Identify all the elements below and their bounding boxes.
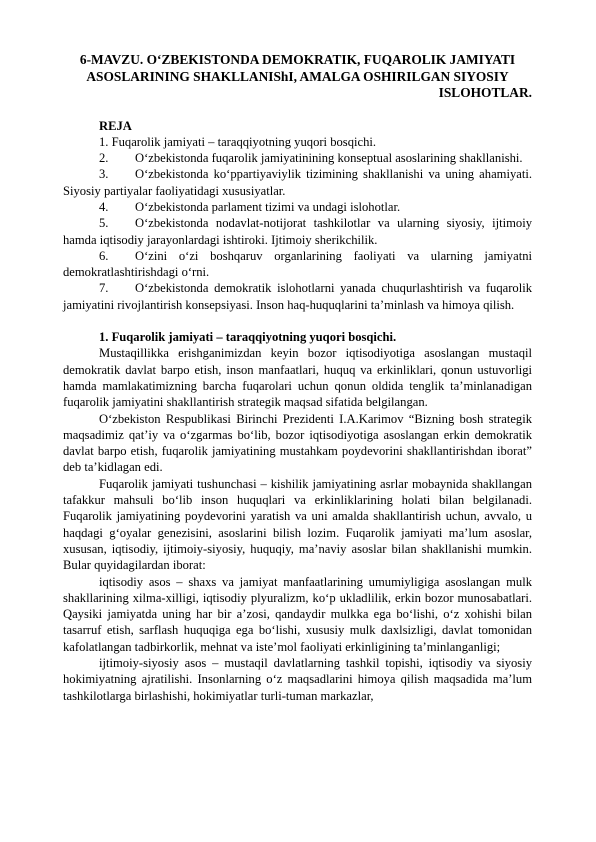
plan-heading: REJA bbox=[99, 118, 132, 133]
plan-item-text: O‘zbekistonda parlament tizimi va undagi islohotlar. bbox=[135, 199, 401, 214]
title-line-2: ASOSLARINING SHAKLLANIShI, AMALGA OSHIRILGAN SIYOSIY bbox=[86, 68, 509, 84]
document-page bbox=[63, 52, 532, 704]
plan-item bbox=[63, 199, 532, 215]
paragraph: iqtisodiy asos – shaxs va jamiyat manfaatlarining umumiyligiga asoslangan mulk shakllarining xilma-xilligi, iqtisodiy plyuralizm, ko‘p ukladlilik, erkin bozor munosabatlari. Qaysiki jamiyatda uning har bir a’zosi, qandaydir mulkka ega bo‘lishi, o‘z xohishi bilan tasarruf etish, sarflash huquqiga ega bo‘lishi, xususiy mulk daxlsizligi, davlat tomonidan kafolatlangan tadbirkorlik, mehnat va iste’mol faoliyati erkinligining ta’minlanganligi; bbox=[63, 574, 532, 654]
paragraph: ijtimoiy-siyosiy asos – mustaqil davlatlarning tashkil topishi, iqtisodiy va siyosiy hokimiyatning ajratilishi. Insonlarning o‘z maqsadlarini himoya qilish maqsadida ma’lum tashkilotlarga birlashishi, hokimiyatlar turli-tuman markazlar, bbox=[63, 656, 532, 703]
title-line-1: 6-MAVZU. O‘ZBEKISTONDA DEMOKRATIK, FUQAROLIK JAMIYATI bbox=[79, 52, 516, 67]
plan-item-number: 5. bbox=[99, 216, 109, 231]
spacer bbox=[63, 313, 532, 329]
plan-item bbox=[63, 150, 532, 166]
plan-item-number: 4. bbox=[99, 199, 109, 214]
plan-item-number: 7. bbox=[99, 281, 109, 296]
plan-item-text: O‘zini o‘zi boshqaruv organlarining faoliyati va ularning jamiyatni demokratlashtirishdagi o‘rni. bbox=[63, 248, 532, 280]
paragraph: Fuqarolik jamiyati tushunchasi – kishilik jamiyatining asrlar mobaynida shakllangan tafakkur mahsuli bo‘lib inson huquqlari va erkinliklarining holati bilan belgilanadi. Fuqarolik jamiyatining poydevorini yaratish va uni amalda shakllantirish uchun, avvalo, u haqdagi g‘oyalar genezisini, asoslarini bilish lozim. Fuqarolik jamiyati ma’lum asoslar, xususan, iqtisodiy, ijtimoiy-siyosiy, huquqiy, ma’naviy asoslar bilan shakllanishi mumkin. Bular quyidagilardan iborat: bbox=[63, 476, 532, 573]
section-heading: 1. Fuqarolik jamiyati – taraqqiyotning yuqori bosqichi. bbox=[99, 330, 397, 345]
plan-item-number: 3. bbox=[99, 167, 109, 182]
plan-item-text: O‘zbekistonda nodavlat-notijorat tashkilotlar va ularning siyosiy, ijtimoiy hamda iqtisodiy jarayonlardagi ishtiroki. Ijtimoiy sherikchilik. bbox=[63, 216, 532, 247]
plan-item-text: O‘zbekistonda fuqarolik jamiyatinining konseptual asoslarining shakllanishi. bbox=[135, 151, 523, 166]
plan-item bbox=[63, 280, 532, 313]
plan-item-text: 1. Fuqarolik jamiyati – taraqqiyotning yuqori bosqichi. bbox=[99, 134, 377, 149]
plan-item bbox=[63, 166, 532, 199]
plan-item bbox=[63, 215, 532, 248]
plan-item-number: 6. bbox=[99, 248, 109, 263]
plan-list bbox=[63, 134, 532, 313]
document-title bbox=[63, 52, 532, 102]
plan-item-text: O‘zbekistonda demokratik islohotlarni yanada chuqurlashtirish va fuqarolik jamiyatini rivojlantirish konsepsiyasi. Inson haq-huquqlarini ta’minlash va himoya qilish. bbox=[63, 281, 532, 312]
plan-item-text: O‘zbekistonda ko‘ppartiyaviylik tizimining shakllanishi va uning ahamiyati. Siyosiy partiyalar faoliyatidagi xususiyatlar. bbox=[63, 167, 532, 198]
title-line-3: ISLOHOTLAR. bbox=[438, 85, 532, 100]
plan-item bbox=[63, 248, 532, 281]
plan-item-number: 2. bbox=[99, 151, 109, 166]
plan-item bbox=[63, 134, 532, 150]
paragraph: Mustaqillikka erishganimizdan keyin bozor iqtisodiyotiga asoslangan mustaqil demokratik davlat barpo etish, inson manfaatlari, huquq va erkinliklari, qonun ustuvorligi hamda mamlakatimizning barcha fuqarolari uchun qonun oldida tenglik ta’minlanadigan fuqarolik jamiyatini shakllantirish strategik maqsad sifatida belgilangan. bbox=[63, 346, 532, 410]
paragraph: O‘zbekiston Respublikasi Birinchi Prezidenti I.A.Karimov “Bizning bosh strategik maqsadimiz qat’iy va o‘zgarmas bo‘lib, bozor iqtisodiyotiga asoslangan erkin demokratik davlat barpo etish, fuqarolik jamiyatining mustahkam poydevorini shakllantirishdan iborat” deb ta’kidlagan edi. bbox=[63, 411, 532, 475]
